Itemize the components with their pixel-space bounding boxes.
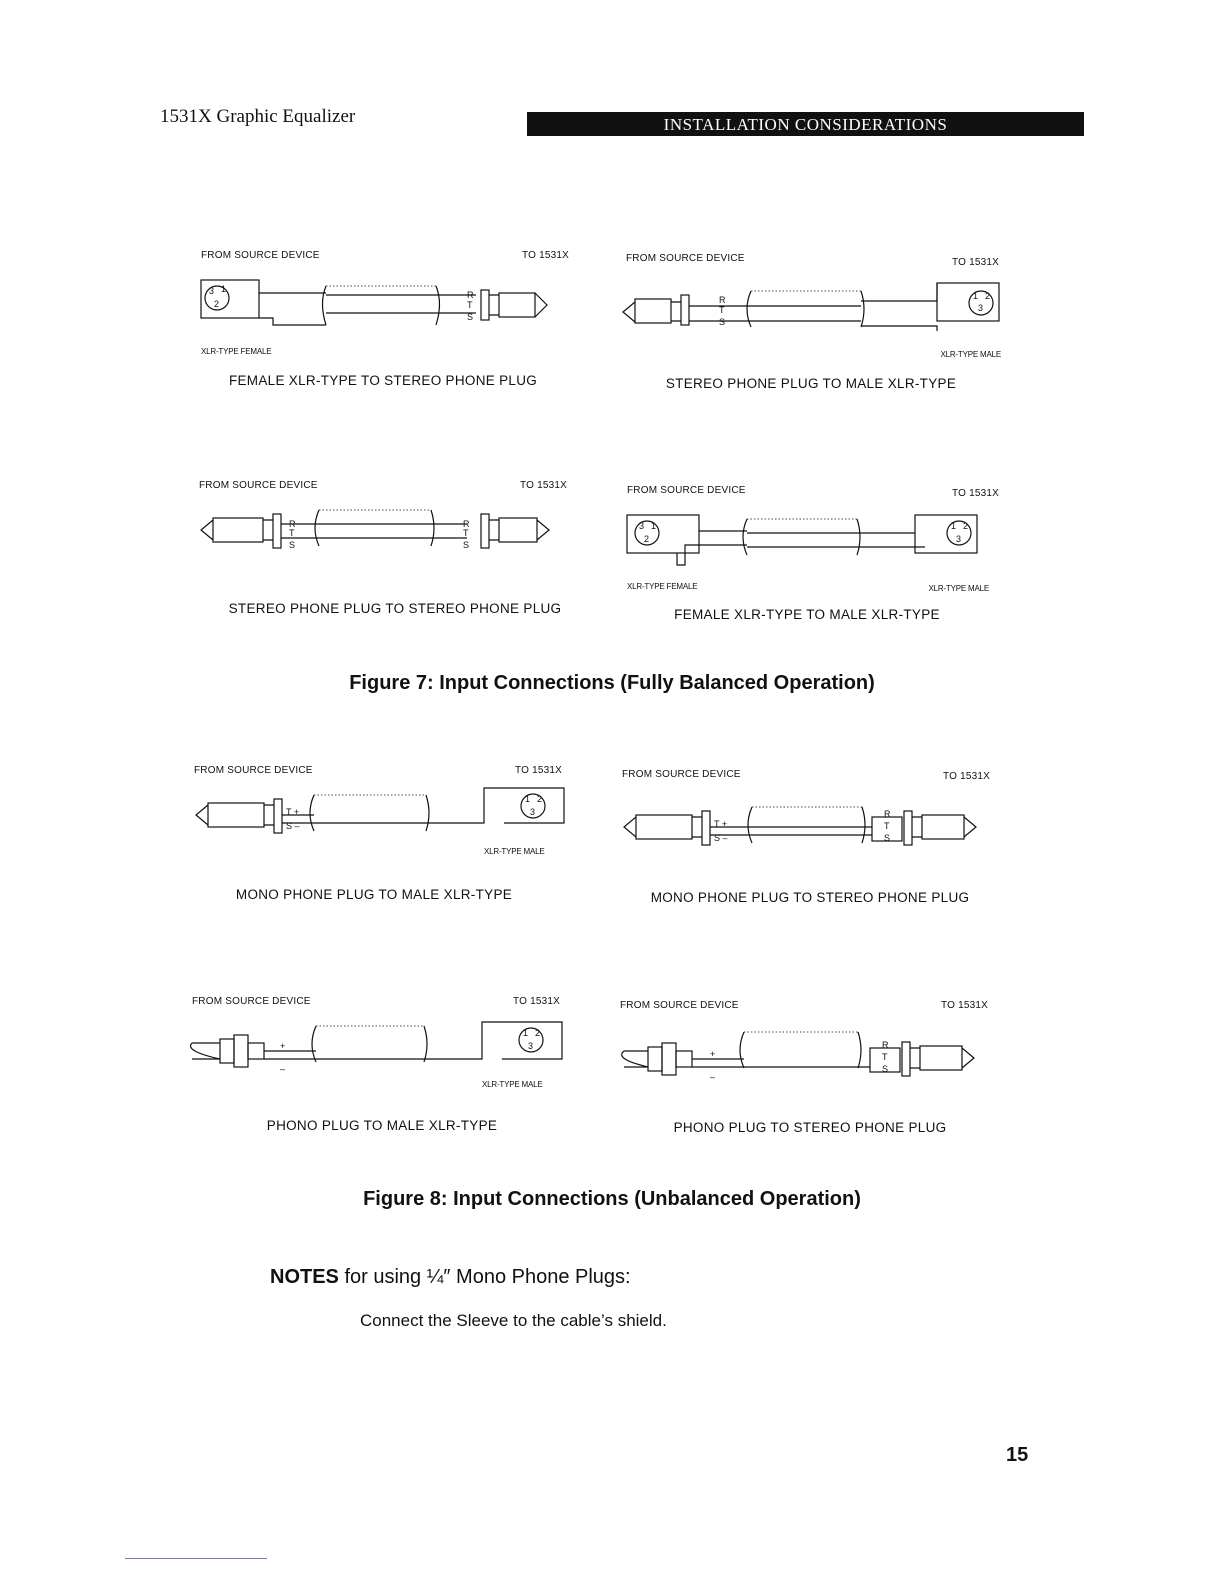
svg-text:S: S	[463, 540, 470, 550]
svg-text:3: 3	[956, 534, 962, 544]
from-label: FROM SOURCE DEVICE	[194, 765, 313, 776]
wiring-diagram	[622, 787, 1042, 867]
svg-text:2: 2	[214, 299, 220, 309]
diagram-stereo-phone-to-stereo-phone	[199, 480, 619, 640]
diagram-mono-phone-to-male-xlr	[194, 765, 614, 925]
svg-text:S –: S –	[714, 833, 728, 843]
diagram-mono-phone-to-stereo-phone	[622, 769, 1042, 929]
svg-text:3: 3	[209, 286, 215, 296]
figure-8-caption: Figure 8: Input Connections (Unbalanced Operation)	[363, 1188, 861, 1210]
svg-text:R: R	[884, 809, 891, 819]
svg-text:–: –	[710, 1072, 716, 1082]
wiring-diagram	[192, 1014, 612, 1094]
diagram-female-xlr-to-stereo-phone	[201, 250, 621, 410]
svg-text:1: 1	[973, 291, 979, 301]
svg-text:R: R	[882, 1040, 889, 1050]
figure-7-caption: Figure 7: Input Connections (Fully Balanced Operation)	[349, 672, 875, 694]
svg-text:T: T	[882, 1052, 888, 1062]
svg-text:R: R	[289, 519, 296, 529]
wiring-diagram	[620, 1018, 1040, 1098]
svg-text:3: 3	[530, 807, 536, 817]
svg-text:+: +	[280, 1041, 286, 1051]
svg-text:2: 2	[985, 291, 991, 301]
svg-text:2: 2	[963, 521, 969, 531]
wiring-diagram	[194, 783, 614, 863]
svg-text:T +: T +	[286, 807, 300, 817]
wiring-diagram	[199, 498, 619, 578]
diagram-caption: MONO PHONE PLUG TO STEREO PHONE PLUG	[650, 890, 970, 905]
to-label: TO 1531X	[951, 488, 999, 499]
notes-heading	[270, 1266, 631, 1289]
diagram-caption: FEMALE XLR-TYPE TO MALE XLR-TYPE	[674, 607, 940, 622]
svg-text:S: S	[289, 540, 296, 550]
to-label: TO 1531X	[942, 771, 990, 782]
svg-text:1: 1	[651, 521, 657, 531]
svg-text:2: 2	[644, 534, 650, 544]
to-label: TO 1531X	[521, 250, 569, 261]
diagram-caption: PHONO PLUG TO MALE XLR-TYPE	[266, 1118, 498, 1133]
right-connector-label: XLR-TYPE MALE	[940, 350, 1001, 359]
svg-text:T: T	[719, 305, 725, 315]
from-label: FROM SOURCE DEVICE	[201, 250, 320, 261]
diagram-caption: STEREO PHONE PLUG TO MALE XLR-TYPE	[665, 376, 957, 391]
from-label: FROM SOURCE DEVICE	[626, 253, 745, 264]
svg-text:R: R	[467, 290, 474, 300]
notes-label: NOTES	[270, 1266, 339, 1288]
svg-text:S: S	[467, 312, 474, 322]
svg-text:S –: S –	[286, 821, 300, 831]
document-title: 1531X Graphic Equalizer	[160, 106, 356, 127]
svg-text:1: 1	[525, 794, 531, 804]
left-connector-label: XLR-TYPE FEMALE	[201, 347, 272, 356]
wiring-diagram	[621, 271, 1041, 351]
svg-text:T +: T +	[714, 819, 728, 829]
diagram-stereo-phone-to-male-xlr	[621, 253, 1041, 413]
svg-text:1: 1	[221, 284, 227, 294]
svg-text:T: T	[289, 528, 295, 538]
svg-text:T: T	[884, 821, 890, 831]
svg-text:R: R	[719, 295, 726, 305]
left-connector-label: XLR-TYPE FEMALE	[627, 582, 698, 591]
svg-text:T: T	[467, 300, 473, 310]
svg-text:T: T	[463, 528, 469, 538]
svg-text:+: +	[710, 1049, 716, 1059]
page-number: 15	[1006, 1444, 1029, 1466]
svg-text:–: –	[280, 1064, 286, 1074]
svg-text:R: R	[463, 519, 470, 529]
svg-text:S: S	[882, 1064, 889, 1074]
diagram-caption: STEREO PHONE PLUG TO STEREO PHONE PLUG	[228, 601, 562, 616]
to-label: TO 1531X	[940, 1000, 988, 1011]
note-line: Connect the Sleeve to the cable’s shield.	[360, 1311, 667, 1330]
from-label: FROM SOURCE DEVICE	[622, 769, 741, 780]
svg-text:1: 1	[951, 521, 957, 531]
svg-text:S: S	[884, 833, 891, 843]
from-label: FROM SOURCE DEVICE	[199, 480, 318, 491]
section-banner: INSTALLATION CONSIDERATIONS	[527, 112, 1084, 136]
footer-rule	[125, 1558, 267, 1559]
from-label: FROM SOURCE DEVICE	[627, 485, 746, 496]
diagram-phono-to-stereo-phone	[620, 1000, 1040, 1160]
svg-text:1: 1	[523, 1028, 529, 1038]
wiring-diagram	[627, 503, 1047, 583]
svg-text:3: 3	[978, 303, 984, 313]
svg-text:2: 2	[535, 1028, 541, 1038]
diagram-caption: MONO PHONE PLUG TO MALE XLR-TYPE	[235, 887, 513, 902]
to-label: TO 1531X	[951, 257, 999, 268]
to-label: TO 1531X	[514, 765, 562, 776]
notes-text: for using ¼″ Mono Phone Plugs:	[338, 1266, 631, 1288]
svg-text:2: 2	[537, 794, 543, 804]
from-label: FROM SOURCE DEVICE	[192, 996, 311, 1007]
from-label: FROM SOURCE DEVICE	[620, 1000, 739, 1011]
svg-text:S: S	[719, 317, 726, 327]
diagram-female-xlr-to-male-xlr	[627, 485, 1047, 645]
right-connector-label: XLR-TYPE MALE	[928, 584, 989, 593]
wiring-diagram	[201, 268, 621, 348]
svg-text:3: 3	[528, 1041, 534, 1051]
diagram-phono-to-male-xlr	[192, 996, 612, 1156]
diagram-caption: PHONO PLUG TO STEREO PHONE PLUG	[673, 1120, 947, 1135]
to-label: TO 1531X	[512, 996, 560, 1007]
svg-text:3: 3	[639, 521, 645, 531]
to-label: TO 1531X	[519, 480, 567, 491]
right-connector-label: XLR-TYPE MALE	[482, 1080, 543, 1089]
diagram-caption: FEMALE XLR-TYPE TO STEREO PHONE PLUG	[228, 373, 538, 388]
right-connector-label: XLR-TYPE MALE	[484, 847, 545, 856]
